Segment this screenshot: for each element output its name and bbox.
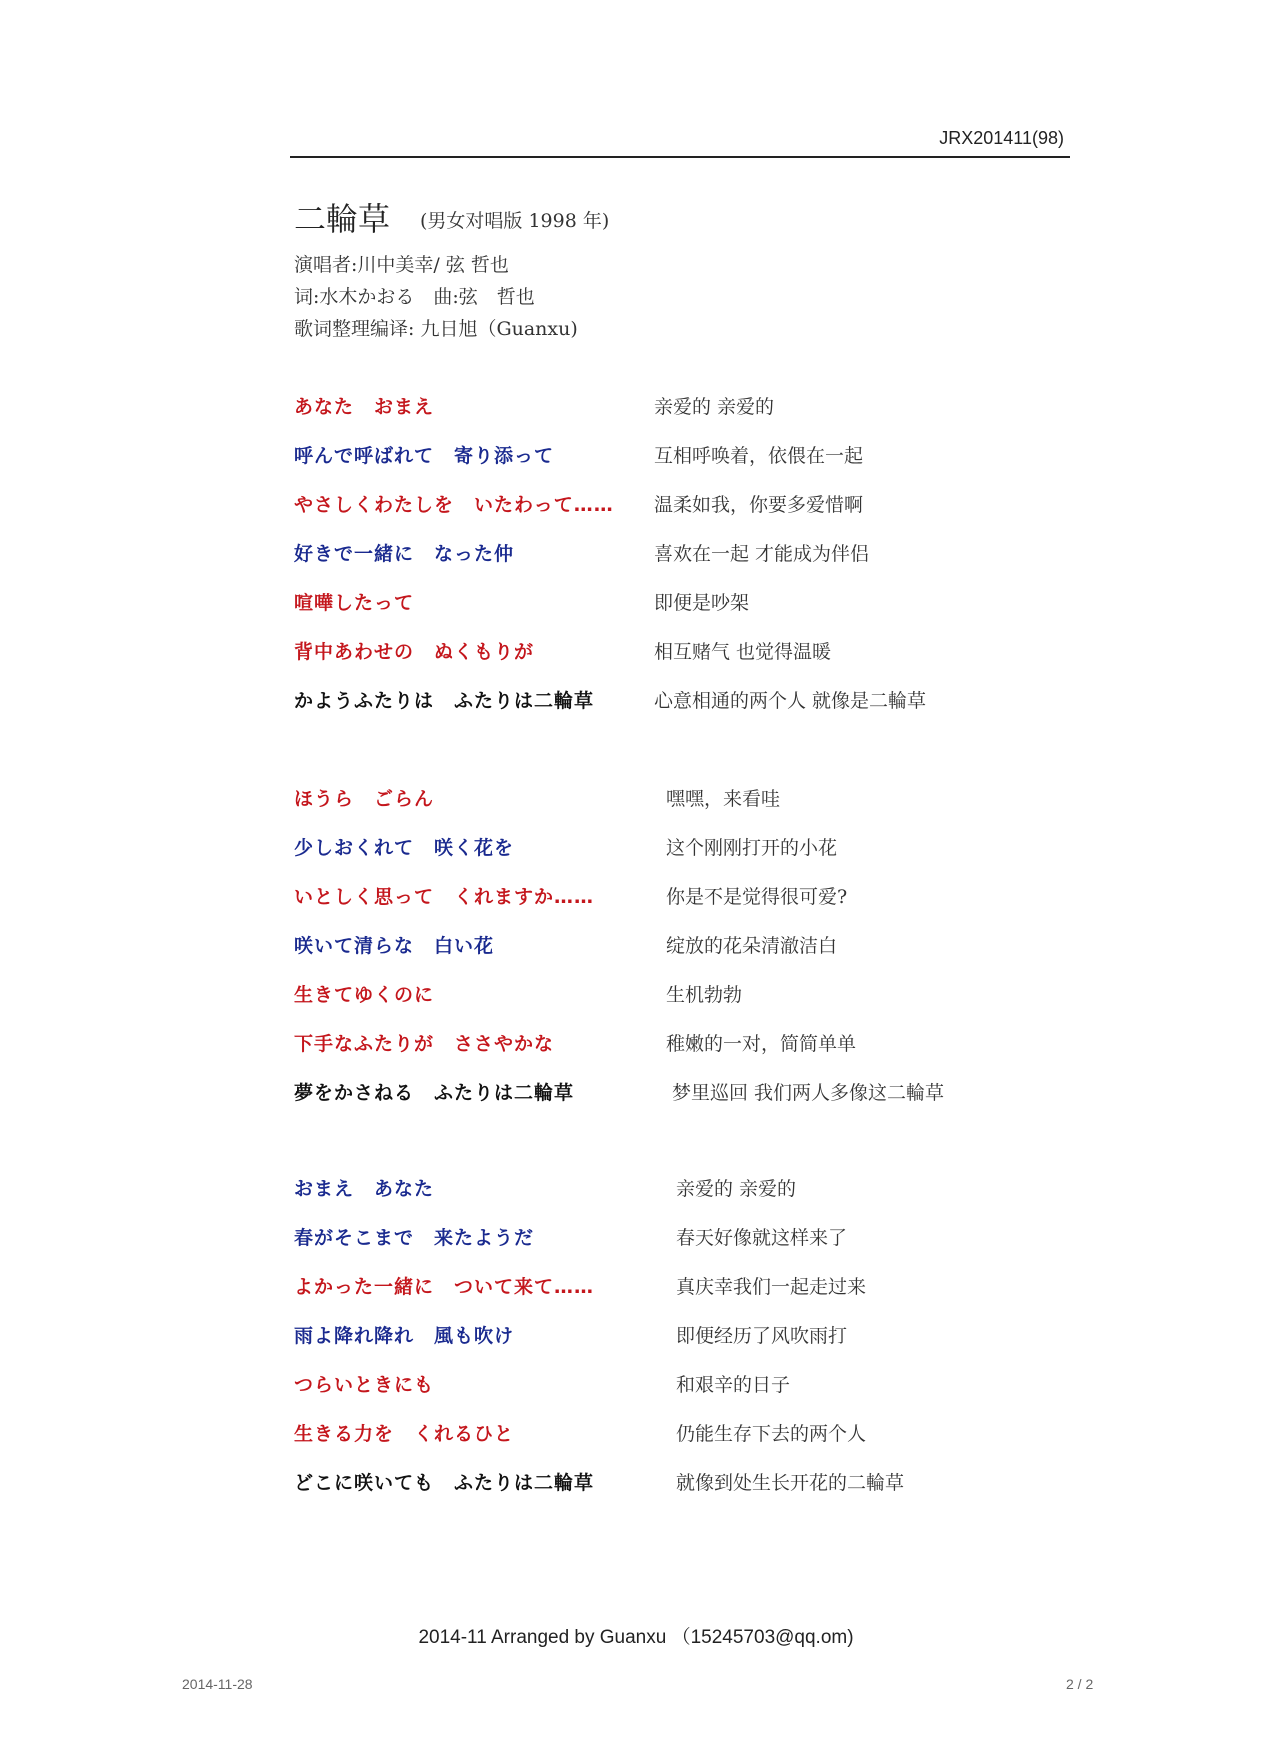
- lyric-chinese: 即便是吵架: [654, 592, 750, 614]
- arranged-by-footer: 2014-11 Arranged by Guanxu （15245703@qq.om): [418, 1627, 854, 1648]
- song-subtitle: (男女对唱版 1998 年): [420, 210, 610, 232]
- lyric-chinese: 心意相通的两个人 就像是二輪草: [654, 690, 927, 712]
- lyric-chinese: 仍能生存下去的两个人: [676, 1423, 867, 1445]
- lyric-japanese: 呼んで呼ばれて 寄り添って: [294, 445, 555, 467]
- lyric-japanese: 好きで一緒に なった仲: [294, 543, 515, 565]
- lyric-japanese: 生きてゆくのに: [294, 984, 435, 1006]
- lyric-chinese: 春天好像就这样来了: [676, 1227, 848, 1249]
- lyric-japanese: 生きる力を くれるひと: [294, 1423, 515, 1445]
- lyric-chinese: 就像到处生长开花的二輪草: [676, 1472, 905, 1494]
- lyric-japanese: かようふたりは ふたりは二輪草: [294, 690, 595, 712]
- lyric-chinese: 互相呼唤着，依偎在一起: [654, 445, 864, 467]
- document-code: JRX201411(98): [939, 128, 1064, 148]
- lyric-chinese: 真庆幸我们一起走过来: [676, 1276, 867, 1298]
- page-number: 2 / 2: [1066, 1676, 1094, 1692]
- lyric-chinese: 和艰辛的日子: [676, 1374, 791, 1396]
- lyric-japanese: 喧嘩したって: [294, 592, 415, 614]
- lyric-chinese: 这个刚刚打开的小花: [666, 837, 838, 859]
- lyric-japanese: ほうら ごらん: [294, 788, 435, 810]
- header-rule: [290, 156, 1070, 158]
- print-date: 2014-11-28: [182, 1676, 253, 1692]
- lyric-japanese: 背中あわせの ぬくもりが: [294, 641, 535, 663]
- lyric-japanese: 雨よ降れ降れ 風も吹け: [294, 1325, 515, 1347]
- lyric-japanese: どこに咲いても ふたりは二輪草: [294, 1472, 595, 1494]
- lyric-japanese: 春がそこまで 来たようだ: [294, 1227, 535, 1249]
- lyric-chinese: 生机勃勃: [666, 984, 743, 1006]
- lyric-chinese: 温柔如我，你要多爱惜啊: [654, 494, 864, 516]
- lyric-japanese: 下手なふたりが ささやかな: [294, 1033, 555, 1055]
- lyric-japanese: いとしく思って くれますか……: [294, 886, 595, 908]
- singer-credit: 演唱者:川中美幸/ 弦 哲也: [294, 254, 509, 276]
- lyric-japanese: 少しおくれて 咲く花を: [294, 837, 515, 859]
- lyric-chinese: 梦里巡回 我们两人多像这二輪草: [672, 1082, 945, 1104]
- lyric-chinese: 亲爱的 亲爱的: [676, 1178, 797, 1200]
- translator-credit: 歌词整理编译: 九日旭（Guanxu): [294, 318, 578, 340]
- lyric-japanese: 咲いて清らな 白い花: [294, 935, 495, 957]
- lyric-japanese: あなた おまえ: [294, 396, 435, 418]
- song-title: 二輪草: [294, 200, 391, 238]
- lyric-japanese: 夢をかさねる ふたりは二輪草: [294, 1082, 575, 1104]
- lyric-chinese: 喜欢在一起 才能成为伴侣: [654, 543, 870, 565]
- lyric-chinese: 绽放的花朵清澈洁白: [666, 935, 838, 957]
- lyric-chinese: 相互赌气 也觉得温暖: [654, 641, 832, 663]
- lyric-japanese: よかった一緒に ついて来て……: [294, 1276, 595, 1298]
- lyric-chinese: 嘿嘿，来看哇: [666, 788, 781, 810]
- lyric-japanese: やさしくわたしを いたわって……: [294, 494, 614, 516]
- lyric-japanese: つらいときにも: [294, 1374, 435, 1396]
- lyric-chinese: 即便经历了风吹雨打: [676, 1325, 848, 1347]
- lyric-chinese: 你是不是觉得很可爱?: [666, 886, 848, 908]
- writer-credit: 词:水木かおる 曲:弦 哲也: [294, 286, 535, 308]
- lyric-japanese: おまえ あなた: [294, 1178, 435, 1200]
- lyric-chinese: 稚嫩的一对，简简单单: [666, 1033, 857, 1055]
- lyric-chinese: 亲爱的 亲爱的: [654, 396, 775, 418]
